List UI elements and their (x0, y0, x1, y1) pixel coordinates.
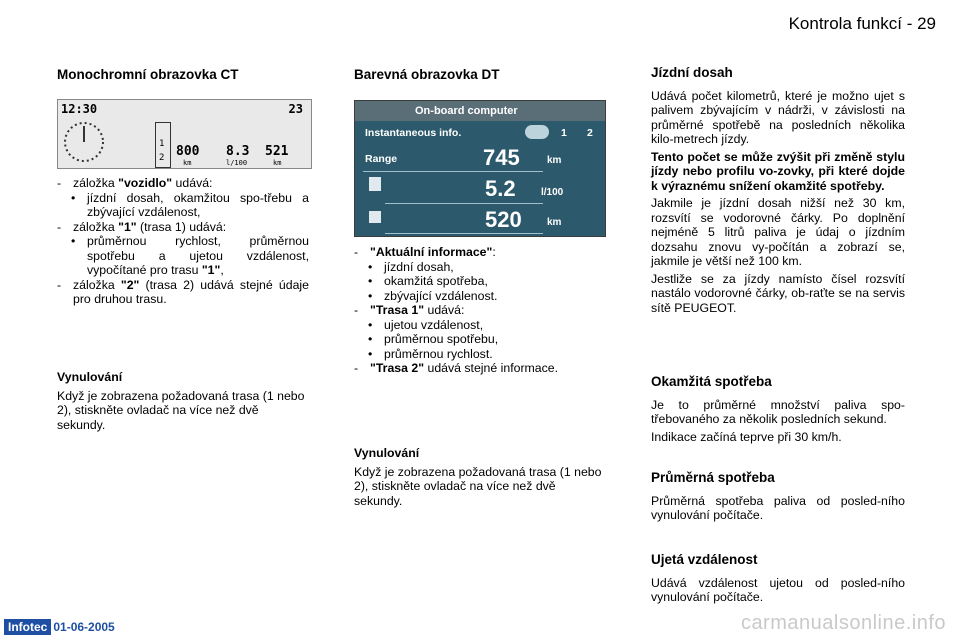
heading-color: Barevná obrazovka DT (354, 67, 500, 82)
heading-average: Průměrná spotřeba (651, 470, 775, 485)
color-reset-title: Vynulování (354, 446, 420, 460)
color-range-unit: km (547, 155, 562, 166)
divider-line (363, 171, 543, 172)
instant-paragraph-1: Je to průměrné množství paliva spo-třebovaného za několik posledních sekund. (651, 397, 905, 426)
color-dist-value: 520 (485, 207, 522, 232)
color-range-value: 745 (483, 145, 520, 170)
average-paragraph: Průměrná spotřeba paliva od posled-ního vynulování počítače. (651, 493, 905, 522)
mono-value-2: 8.3 (226, 144, 250, 159)
color-reset (354, 446, 606, 508)
mono-list (57, 176, 309, 307)
color-tab-2: 2 (587, 127, 593, 139)
section-distance (651, 553, 905, 605)
list-item: - "Trasa 1" udává: (354, 303, 465, 317)
range-paragraph-4: Jestliže se za jízdy namísto čísel rozsvítí nastálo vodorovné čárky, ob-raťte se na servis sítě PEUGEOT. (651, 271, 905, 315)
list-item: • průměrnou spotřebu, (368, 332, 499, 346)
footer-date: 01-06-2005 (53, 620, 115, 634)
instant-paragraph-2: Indikace začíná teprve při 30 km/h. (651, 429, 842, 444)
mono-unit-2: l/100 (226, 159, 248, 167)
mono-reset-text: Když je zobrazena požadovaná trasa (1 nebo 2), stiskněte ovladač na více než dvě sekundy. (57, 388, 305, 432)
range-paragraph-3: Jakmile je jízdní dosah nižší než 30 km, rozsvítí se vodorovné čárky. Po doplnění nejméně 5 litrů paliva je údaj o jízdním dozsahu znovu vy-počítán a zobrazí se, jakmile je větší než 100 km. (651, 196, 905, 268)
toggle-icon (525, 125, 549, 139)
flag-icon (369, 211, 381, 223)
color-cons-unit: l/100 (541, 187, 564, 198)
list-item: - záložka "1" (trasa 1) udává: (57, 219, 227, 234)
column-monochrome (57, 68, 309, 83)
heading-monochrome: Monochromní obrazovka CT (57, 67, 239, 82)
color-reset-text: Když je zobrazena požadovaná trasa (1 nebo 2), stiskněte ovladač na více než dvě sekundy. (354, 464, 602, 508)
list-item: • okamžitá spotřeba, (368, 274, 488, 288)
list-item: • jízdní dosah, okamžitou spo-třebu a zbývající vzdálenost, (71, 190, 309, 219)
list-item: • průměrnou rychlost, průměrnou spotřebu a ujetou vzdálenost, vypočítané pro trasu "1", (71, 234, 309, 277)
mono-tab-1: 1 (159, 139, 165, 149)
color-dist-unit: km (547, 217, 562, 228)
color-inst-label: Instantaneous info. (365, 127, 462, 139)
list-item: • zbývající vzdálenost. (368, 288, 498, 303)
distance-paragraph: Udává vzdálenost ujetou od posled-ního vynulování počítače. (651, 575, 905, 604)
color-tab-1: 1 (561, 127, 567, 139)
mono-time: 12:30 (61, 102, 98, 116)
range-paragraph-1: Udává počet kilometrů, které je možno ujet s palivem zbývajícím v nádrži, v závislosti na průměrné spotřebě na posledních několika kilo-metrech jízdy. (651, 88, 905, 146)
heading-distance: Ujetá vzdálenost (651, 552, 758, 567)
heading-instant: Okamžitá spotřeba (651, 374, 772, 389)
mono-reset-title: Vynulování (57, 370, 123, 384)
page-header: Kontrola funkcí - 29 (788, 14, 936, 33)
gauge-icon (62, 116, 106, 166)
mono-reset (57, 370, 309, 432)
mono-value-1: 800 (176, 144, 200, 159)
footer (4, 619, 115, 635)
mono-temp: 23 (288, 102, 303, 116)
list-item: - "Trasa 2" udává stejné informace. (354, 361, 559, 375)
column-right (651, 66, 905, 315)
color-screen-image (354, 100, 606, 237)
list-item: - záložka "vozidlo" udává: (57, 176, 213, 190)
list-item: • průměrnou rychlost. (368, 346, 493, 361)
color-inst-row (365, 127, 595, 139)
list-item: - záložka "2" (trasa 2) udává stejné údaje pro druhou trasu. (57, 277, 309, 306)
color-list (354, 245, 606, 376)
heading-range: Jízdní dosah (651, 65, 733, 80)
color-cons-value: 5.2 (485, 176, 516, 201)
mono-value-3: 521 (265, 144, 289, 159)
mono-unit-3: km (273, 159, 282, 167)
divider-line (385, 203, 543, 204)
column-color (354, 68, 606, 83)
mono-tab-strip (155, 122, 171, 168)
fuel-pump-icon (369, 177, 381, 191)
list-item: - "Aktuální informace": (354, 245, 496, 259)
list-item: • ujetou vzdálenost, (368, 317, 484, 332)
mono-tab-2: 2 (159, 153, 165, 163)
infotec-logo: Infotec (4, 619, 51, 635)
monochrome-screen-image (57, 99, 312, 169)
section-instant (651, 375, 905, 444)
divider-line (385, 233, 543, 234)
list-item: • jízdní dosah, (368, 259, 454, 274)
section-average (651, 471, 905, 523)
color-range-label: Range (365, 153, 398, 165)
watermark: carmanualsonline.info (740, 612, 946, 634)
range-paragraph-2: Tento počet se může zvýšit při změně stylu jízdy nebo profilu vo-zovky, při které dojde k výraznému snížení okamžité spotřeby. (651, 149, 905, 193)
color-screen-title: On-board computer (355, 101, 605, 121)
mono-unit-1: km (183, 159, 192, 167)
